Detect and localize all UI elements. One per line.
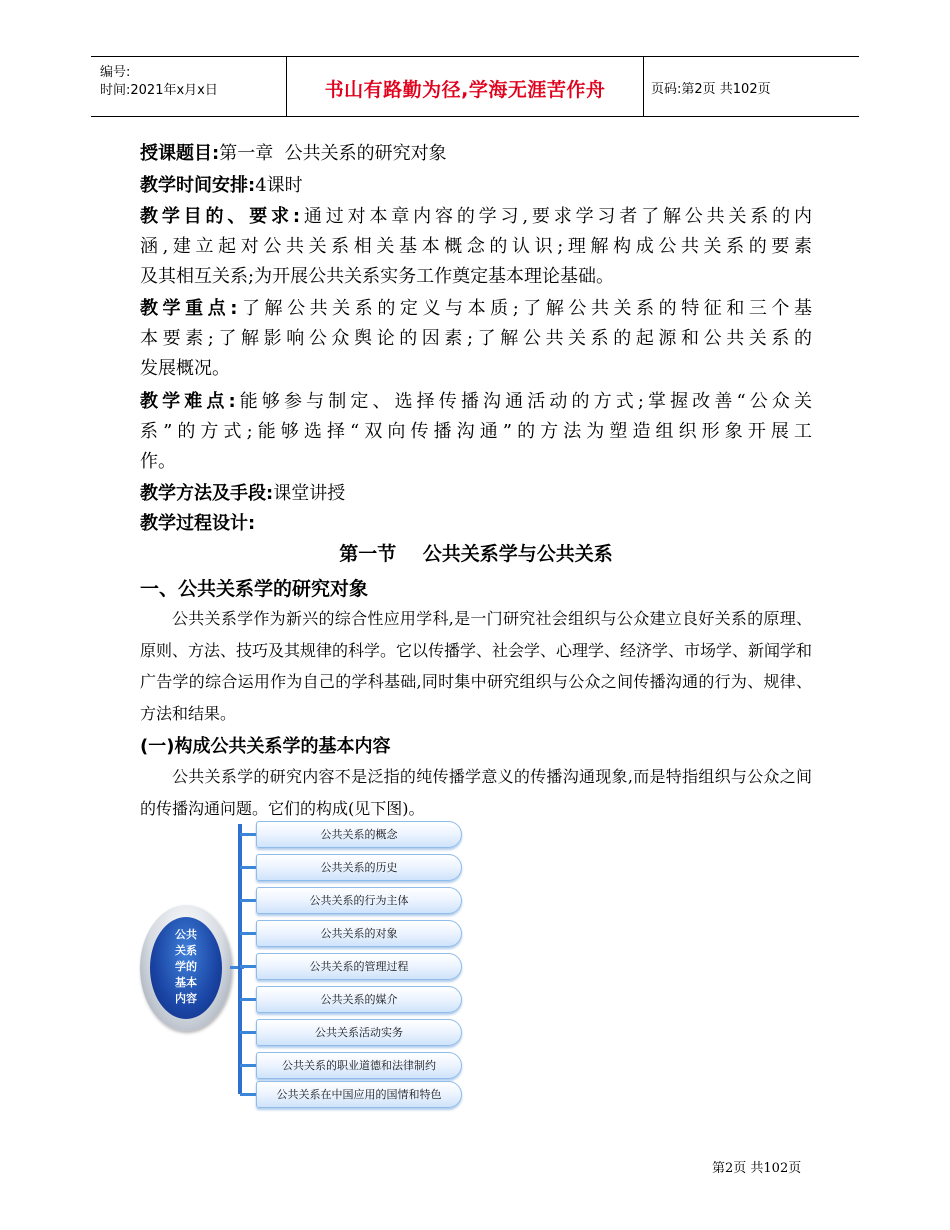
motto: 书山有路勤为径,学海无涯苦作舟 (324, 79, 606, 101)
difficulty-line-3: 作。 (140, 451, 176, 472)
center-line: 基本 (175, 976, 197, 989)
goal-label: 教学目的、要求: (140, 206, 301, 227)
page-footer: 第2页 共102页 (712, 1161, 802, 1176)
difficulty-line-2: 系”的方式;能够选择“双向传播沟通”的方法为塑造组织形象开展工 (140, 421, 812, 442)
heading-basic-content: (一)构成公共关系学的基本内容 (140, 736, 391, 757)
section-title: 第一节 公共关系学与公共关系 (339, 543, 613, 565)
focus-label: 教学重点: (140, 298, 238, 319)
diagram-item: 公共关系的对象 (256, 920, 462, 947)
header-meta-cell (91, 57, 286, 116)
goal-text-1: 通过对本章内容的学习,要求学习者了解公共关系的内 (300, 206, 812, 227)
difficulty-line-1 (140, 388, 812, 416)
paragraph-research-object: 公共关系学作为新兴的综合性应用学科,是一门研究社会组织与公众建立良好关系的原理、原则、方法、技巧及其规律的科学。它以传播学、社会学、心理学、经济学、市场学、新闻学和广告学的综合运用作为自己的学科基础,同时集中研究组织与公众之间传播沟通的行为、规律、方法和结果。 (140, 609, 813, 723)
center-line: 关系 (175, 944, 197, 957)
focus-line-2: 本要素;了解影响公众舆论的因素;了解公共关系的起源和公共关系的 (140, 328, 812, 349)
center-line: 学的 (175, 960, 197, 973)
process-line (140, 510, 812, 538)
doc-number: 编号: (100, 65, 131, 80)
difficulty-label: 教学难点: (140, 391, 236, 412)
topic-value: 第一章 公共关系的研究对象 (219, 143, 447, 164)
heading-research-object: 一、公共关系学的研究对象 (140, 578, 369, 600)
focus-text-1: 了解公共关系的定义与本质;了解公共关系的特征和三个基 (237, 298, 813, 319)
page-header (91, 56, 859, 117)
hours-line (140, 172, 812, 200)
diagram-center-text (150, 927, 222, 1007)
paragraph-basic-content: 公共关系学的研究内容不是泛指的纯传播学意义的传播沟通现象,而是特指组织与公众之间的传播沟通问题。它们的构成(见下图)。 (140, 767, 812, 818)
topic-line (140, 140, 812, 168)
goal-line-1 (140, 203, 812, 231)
focus-line-3: 发展概况。 (140, 358, 230, 379)
center-line: 内容 (175, 992, 197, 1005)
process-label: 教学过程设计: (140, 513, 256, 534)
header-motto-cell (286, 57, 644, 116)
diagram-spine (238, 824, 242, 1094)
method-label: 教学方法及手段: (140, 483, 274, 504)
header-page-cell (643, 57, 859, 116)
doc-time: 时间:2021年x月x日 (100, 83, 218, 98)
diagram-item: 公共关系的职业道德和法律制约 (256, 1052, 462, 1079)
diagram-item: 公共关系的管理过程 (256, 953, 462, 980)
diagram-item: 公共关系活动实务 (256, 1019, 462, 1046)
goal-line-3: 及其相互关系;为开展公共关系实务工作奠定基本理论基础。 (140, 266, 615, 287)
difficulty-text-1: 能够参与制定、选择传播沟通活动的方式;掌握改善“公众关 (235, 391, 812, 412)
diagram-center-inner (150, 917, 222, 1019)
diagram-item: 公共关系的行为主体 (256, 887, 462, 914)
hours-value: 4课时 (255, 175, 303, 196)
focus-line-1 (140, 295, 812, 323)
topic-label: 授课题目: (140, 143, 220, 164)
diagram-item: 公共关系的历史 (256, 854, 462, 881)
method-line (140, 480, 812, 508)
diagram-item: 公共关系在中国应用的国情和特色 (256, 1081, 462, 1108)
page-indicator: 页码:第2页 共102页 (651, 82, 771, 97)
diagram-item: 公共关系的概念 (256, 821, 462, 848)
goal-line-2: 涵,建立起对公共关系相关基本概念的认识;理解构成公共关系的要素 (140, 236, 812, 257)
method-value: 课堂讲授 (273, 483, 346, 504)
hours-label: 教学时间安排: (140, 175, 256, 196)
diagram-item: 公共关系的媒介 (256, 986, 462, 1013)
center-line: 公共 (175, 928, 197, 941)
diagram-center-circle (140, 905, 232, 1031)
